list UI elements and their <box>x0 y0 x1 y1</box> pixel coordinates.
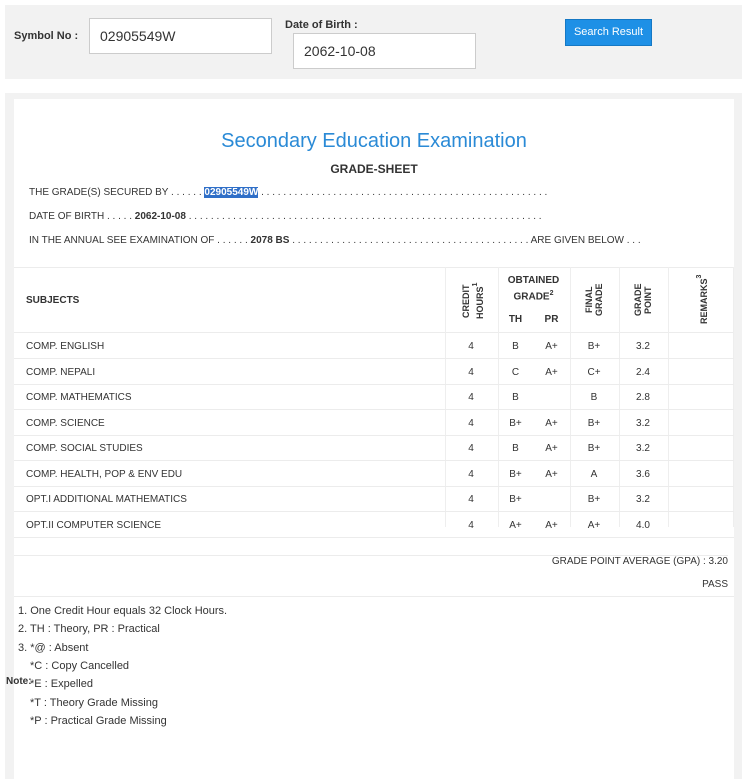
secured-by-symbol: 02905549W <box>204 187 259 198</box>
search-panel <box>5 5 742 79</box>
exam-line <box>29 235 641 246</box>
subject-cell: COMP. MATHEMATICS <box>26 392 132 403</box>
footnotes <box>14 596 734 751</box>
theory-grade-cell: A+ <box>509 519 522 531</box>
exam-line-prefix: IN THE ANNUAL SEE EXAMINATION OF . . . . . . <box>29 235 248 246</box>
final-grade-cell: C+ <box>587 366 601 378</box>
footnote-item: *T : Theory Grade Missing <box>30 697 158 709</box>
footnote-item: 1. One Credit Hour equals 32 Clock Hours. <box>18 605 228 617</box>
header-credit-hours-text: CREDIT HOURS <box>461 284 485 320</box>
header-subjects: SUBJECTS <box>26 295 80 306</box>
header-credit-hours <box>461 278 485 324</box>
grade-point-cell: 3.2 <box>636 494 650 505</box>
table-row <box>14 513 734 538</box>
footnote-item: 2. TH : Theory, PR : Practical <box>18 623 160 635</box>
header-obtained-grade <box>498 274 569 303</box>
symbol-input[interactable] <box>89 18 272 54</box>
subject-cell: COMP. SCIENCE <box>26 417 105 429</box>
grade-table-header <box>14 267 734 333</box>
practical-grade-cell <box>534 487 569 512</box>
secured-by-prefix: THE GRADE(S) SECURED BY . . . . . . <box>29 187 202 198</box>
header-remarks-sup: 3 <box>696 274 703 279</box>
practical-grade-cell: A+ <box>545 417 558 429</box>
header-pr: PR <box>544 314 559 325</box>
table-row <box>14 487 734 512</box>
practical-grade-cell: A+ <box>545 519 558 531</box>
final-grade-cell: A+ <box>587 519 601 531</box>
subject-cell: COMP. SOCIAL STUDIES <box>26 443 143 454</box>
footnote-item: *E : Expelled <box>30 678 93 690</box>
dob-line-prefix: DATE OF BIRTH . . . . . <box>29 211 132 222</box>
dob-input[interactable] <box>293 33 476 69</box>
gpa-text: GRADE POINT AVERAGE (GPA) : 3.20 <box>14 555 728 567</box>
footnote-item: 3. *@ : Absent <box>18 642 89 654</box>
subject-cell: OPT.II COMPUTER SCIENCE <box>26 519 162 531</box>
theory-grade-cell: B <box>512 392 519 403</box>
subject-cell: COMP. NEPALI <box>26 366 96 378</box>
table-row <box>14 436 734 461</box>
credit-cell: 4 <box>468 366 474 378</box>
header-remarks-text: REMARKS <box>699 278 709 324</box>
note-heading: Note: <box>6 676 32 687</box>
footnote-item: *C : Copy Cancelled <box>30 660 130 672</box>
grade-sheet <box>14 99 734 779</box>
grade-point-cell: 2.4 <box>636 366 650 378</box>
table-row <box>14 360 734 385</box>
theory-grade-cell: B+ <box>509 468 522 480</box>
subject-cell: COMP. HEALTH, POP & ENV EDU <box>26 468 183 480</box>
dob-line <box>29 211 542 222</box>
grade-point-cell: 2.8 <box>636 392 650 403</box>
search-result-button[interactable]: Search Result <box>565 19 652 46</box>
grade-sheet-wrapper <box>5 93 742 779</box>
final-grade-cell: B+ <box>587 494 601 505</box>
subject-cell: COMP. ENGLISH <box>26 341 105 352</box>
dob-line-value: 2062-10-08 <box>134 211 186 222</box>
practical-grade-cell: A+ <box>545 366 558 378</box>
final-grade-cell: B <box>590 392 598 403</box>
dob-line-suffix: . . . . . . . . . . . . . . . . . . . . . . . . . . . . . . . . . . . . . . . . . . . . . . . . . . . . . . . . . . . . . . . . <box>188 211 542 222</box>
exam-title: Secondary Education Examination <box>221 130 527 152</box>
grade-point-cell: 3.2 <box>636 417 650 429</box>
header-obtained-text: OBTAINED GRADE <box>507 275 560 303</box>
credit-cell: 4 <box>468 392 474 403</box>
grade-point-cell: 3.2 <box>636 341 650 352</box>
table-row <box>14 385 734 410</box>
final-grade-cell: A <box>590 468 598 480</box>
footnote-item: *P : Practical Grade Missing <box>30 715 167 727</box>
header-credit-sup: 1 <box>472 282 479 287</box>
theory-grade-cell: B+ <box>509 494 522 505</box>
header-remarks <box>695 273 707 325</box>
final-grade-cell: B+ <box>587 417 601 429</box>
grade-sheet-subtitle: GRADE-SHEET <box>330 162 418 176</box>
header-obtained-sup: 2 <box>549 290 554 297</box>
exam-line-value: 2078 BS <box>250 235 290 246</box>
credit-cell: 4 <box>468 417 474 429</box>
theory-grade-cell: B+ <box>509 417 522 429</box>
credit-cell: 4 <box>468 519 474 531</box>
practical-grade-cell: A+ <box>545 443 558 454</box>
symbol-label: Symbol No : <box>14 30 79 42</box>
secured-by-line <box>29 187 547 198</box>
credit-cell: 4 <box>468 468 474 480</box>
theory-grade-cell: B <box>512 443 519 454</box>
grade-point-cell: 4.0 <box>636 519 650 531</box>
subject-cell: OPT.I ADDITIONAL MATHEMATICS <box>26 494 187 505</box>
header-grade-point: GRADE POINT <box>633 283 653 317</box>
table-row <box>14 462 734 487</box>
final-grade-cell: B+ <box>587 341 601 352</box>
table-row <box>14 334 734 359</box>
table-row <box>14 411 734 436</box>
grade-point-cell: 3.6 <box>636 468 650 480</box>
practical-grade-cell: A+ <box>545 341 558 352</box>
credit-cell: 4 <box>468 341 474 352</box>
credit-cell: 4 <box>468 494 474 505</box>
practical-grade-cell: A+ <box>545 468 558 480</box>
exam-line-suffix: . . . . . . . . . . . . . . . . . . . . . . . . . . . . . . . . . . . . . . . . . . . ARE GIVEN BELOW . . . <box>292 235 641 246</box>
header-th: TH <box>508 314 523 325</box>
credit-cell: 4 <box>468 443 474 454</box>
practical-grade-cell <box>534 385 569 410</box>
theory-grade-cell: C <box>511 366 520 378</box>
final-grade-cell: B+ <box>587 443 601 454</box>
secured-by-suffix: . . . . . . . . . . . . . . . . . . . . . . . . . . . . . . . . . . . . . . . . . . . . . . . . . . . . <box>261 187 548 198</box>
grade-point-cell: 3.2 <box>636 443 650 454</box>
result-status: PASS <box>702 579 728 590</box>
header-final-grade: FINAL GRADE <box>584 283 604 317</box>
dob-label: Date of Birth : <box>285 19 358 31</box>
theory-grade-cell: B <box>512 341 519 352</box>
